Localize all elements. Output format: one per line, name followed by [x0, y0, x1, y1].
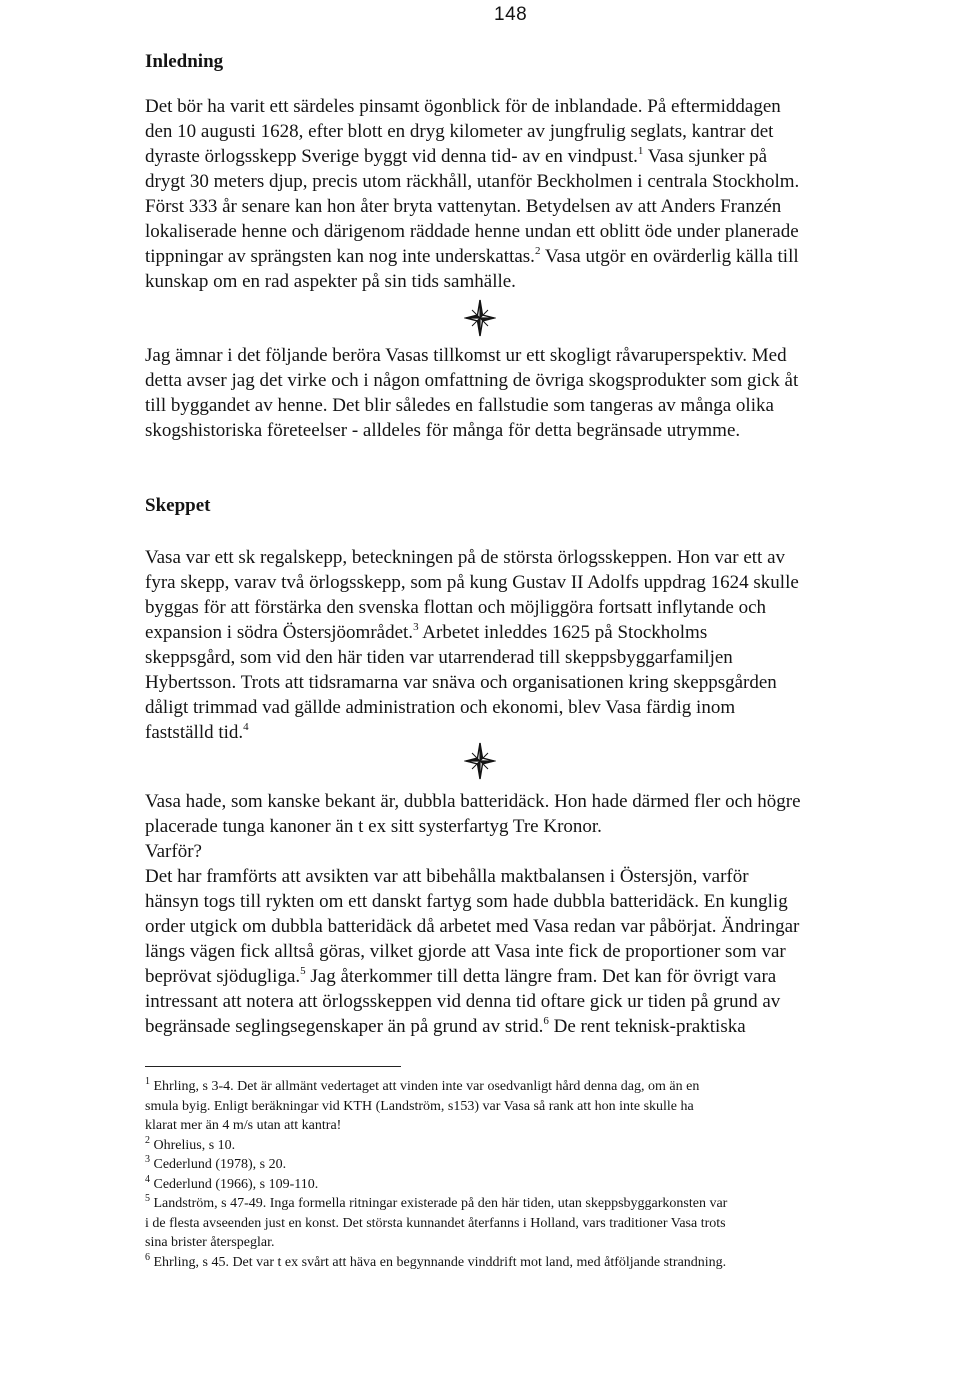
footnote-3 — [145, 1155, 893, 1175]
text-line: Det har framförts att avsikten var att bibehålla maktbalansen i Östersjön, varför — [145, 866, 749, 887]
text-line: Hybertsson. Trots att tidsramarna var snäva och organisationen kring skeppsgården — [145, 672, 777, 693]
text-line: expansion i södra Östersjöområdet.$^3$ Arbetet inleddes 1625 på Stockholms — [145, 621, 708, 643]
footnote-2 — [145, 1136, 893, 1156]
text-line: Vasa var ett sk regalskepp, beteckningen på de största örlogsskeppen. Hon var ett av — [145, 547, 785, 568]
footnote-line: $^6$ Ehrling, s 45. Det var t ex svårt att häva en begynnande vinddrift mot land, med åtföljande strandning. — [145, 1251, 727, 1270]
text-line: lokaliserade henne och därigenom räddade henne undan ett oblitt öde under planerade — [145, 221, 799, 242]
text-line: kunskap om en rad aspekter på sin tids samhälle. — [145, 271, 516, 292]
footnote-line: klarat mer än 4 m/s utan att kantra! — [145, 1118, 342, 1133]
text-line: beprövat sjödugliga.$^5$ Jag återkommer till detta längre fram. Det kan för övrigt vara — [145, 965, 777, 987]
footnotes — [145, 1077, 893, 1272]
footnote-reference: 3 — [413, 621, 419, 633]
footnote-number: 6 — [145, 1251, 150, 1263]
text-line: skeppsgård, som vid den här tiden var utarrenderad till skeppsbyggarfamiljen — [145, 647, 733, 668]
text-line: hänsyn togs till rykten om ett danskt fartyg som hade dubbla batteridäck. En kunglig — [145, 891, 788, 912]
text-line: dyraste örlogsskepp Sverige byggt vid denna tid- av en vindpust.$^1$ Vasa sjunker på — [145, 145, 768, 167]
text-line: detta avser jag det virke och i någon omfattning de övriga skogsprodukter som gick åt — [145, 370, 799, 391]
text-line: intressant att notera att örlogsskeppen vid denna tid oftare gick ur tiden på grund av — [145, 991, 781, 1012]
paragraph-inledning-2 — [145, 343, 905, 443]
footnote-6 — [145, 1253, 893, 1273]
text-line: tippningar av sprängsten kan nog inte underskattas.$^2$ Vasa utgör en ovärderlig källa till — [145, 245, 799, 267]
text-line: drygt 30 meters djup, precis utom räckhåll, utanför Beckholmen i centrala Stockholm. — [145, 171, 800, 192]
heading-inledning: Inledning — [145, 51, 224, 72]
footnote-5 — [145, 1194, 893, 1253]
footnote-reference: 5 — [300, 965, 306, 977]
text-line: byggas för att förstärka den svenska flottan och möjliggöra fortsatt inflytande och — [145, 597, 767, 618]
compass-rose-icon — [464, 298, 496, 338]
compass-rose-icon — [464, 741, 496, 781]
footnote-line: $^1$ Ehrling, s 3-4. Det är allmänt vedertaget att vinden inte var osedvanligt hård denna dag, om än en — [145, 1076, 700, 1094]
text-line: fyra skepp, varav två örlogsskepp, som på kung Gustav II Adolfs uppdrag 1624 skulle — [145, 572, 799, 593]
footnote-line: smula byig. Enligt beräkningar vid KTH (Landström, s153) var Vasa så rank att hon inte skulle ha — [145, 1098, 694, 1114]
text-line: skogshistoriska företeelser - alldeles för många för detta begränsade utrymme. — [145, 420, 741, 441]
footnote-line: sina brister återspeglar. — [145, 1235, 275, 1250]
footnote-1 — [145, 1077, 893, 1136]
text-line: order utgick om dubbla batteridäck då arbetet med Vasa redan var påbörjat. Ändringar — [145, 916, 800, 937]
text-line: den 10 augusti 1628, efter blott en dryg kilometer av jungfrulig seglats, kantrar det — [145, 121, 774, 142]
text-line: Varför? — [145, 841, 202, 862]
text-line: placerade tunga kanoner än t ex sitt systerfartyg Tre Kronor. — [145, 816, 602, 837]
footnote-4 — [145, 1175, 893, 1195]
text-line: Jag ämnar i det följande beröra Vasas tillkomst ur ett skogligt råvaruperspektiv. Med — [145, 345, 787, 366]
heading-skeppet: Skeppet — [145, 495, 211, 516]
footnote-line: $^4$ Cederlund (1966), s 109-110. — [145, 1173, 319, 1192]
footnote-line: i de flesta avseenden just en konst. Det största kunnandet återfanns i Holland, vars traditioner Vasa trots — [145, 1215, 726, 1231]
footnote-reference: 1 — [637, 145, 644, 157]
footnote-reference: 2 — [534, 245, 541, 257]
footnote-number: 3 — [145, 1154, 150, 1165]
footnote-line: $^2$ Ohrelius, s 10. — [145, 1134, 236, 1153]
footnote-number: 5 — [145, 1193, 150, 1204]
footnote-number: 4 — [145, 1173, 150, 1185]
text-line: Vasa hade, som kanske bekant är, dubbla batteridäck. Hon hade därmed fler och högre — [145, 791, 801, 812]
text-line: längs vägen fick alltså göras, vilket gjorde att Vasa inte fick de proportioner som var — [145, 941, 786, 962]
text-line: Det bör ha varit ett särdeles pinsamt ögonblick för de inblandade. På eftermiddagen — [145, 96, 781, 117]
text-line: fastställd tid.$^4$ — [145, 721, 249, 743]
footnote-number: 1 — [145, 1076, 150, 1087]
footnote-line: $^3$ Cederlund (1978), s 20. — [145, 1154, 287, 1172]
footnote-line: $^5$ Landström, s 47-49. Inga formella ritningar existerade på den här tiden, utan skeppsbyggarkonsten var — [145, 1193, 728, 1211]
paragraph-skeppet-2 — [145, 789, 905, 1039]
paragraph-inledning-1 — [145, 94, 905, 294]
page-number: 148 — [494, 4, 528, 25]
text-line: till byggandet av henne. Det blir således en fallstudie som tangeras av många olika — [145, 395, 774, 416]
footnote-reference: 6 — [543, 1015, 549, 1027]
footnote-reference: 4 — [243, 721, 249, 733]
footnote-separator — [145, 1066, 401, 1067]
text-line: dåligt trimmad vad gällde administration och ekonomi, blev Vasa färdig inom — [145, 697, 736, 718]
footnote-number: 2 — [145, 1134, 150, 1146]
paragraph-skeppet-1 — [145, 545, 905, 745]
text-line: Först 333 år senare kan hon åter bryta vattenytan. Betydelsen av att Anders Franzén — [145, 196, 782, 217]
text-line: begränsade seglingsegenskaper än på grund av strid.$^6$ De rent teknisk-praktiska — [145, 1015, 746, 1037]
